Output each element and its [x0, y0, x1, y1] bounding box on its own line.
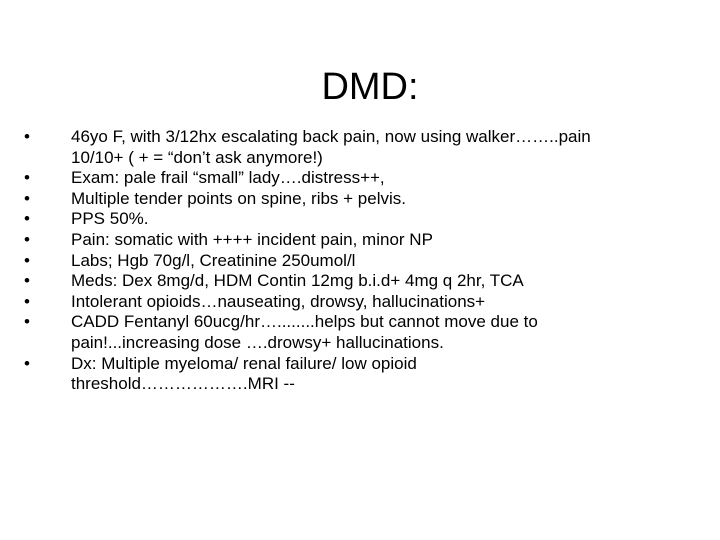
bullet-dot-icon: • [24, 291, 30, 311]
bullet-item-exam [24, 168, 704, 189]
bullet-dot-icon: • [24, 250, 30, 270]
slide-title: DMD: [321, 66, 419, 108]
bullet-text: Multiple tender points on spine, ribs + pelvis. [71, 188, 406, 208]
bullet-text: Dx: Multiple myeloma/ renal failure/ low opioid [71, 353, 417, 373]
bullet-item-pps [24, 209, 704, 230]
bullet-text: Pain: somatic with ++++ incident pain, minor NP [71, 229, 433, 249]
bullet-dot-icon: • [24, 127, 30, 146]
bullet-dot-icon: • [24, 209, 30, 229]
bullet-text: PPS 50%. [71, 209, 149, 229]
bullet-item-meds [24, 271, 704, 292]
bullet-dot-icon: • [24, 312, 30, 332]
bullet-text: Exam: pale frail “small” lady….distress++, [71, 168, 385, 188]
bullet-text: Meds: Dex 8mg/d, HDM Contin 12mg b.i.d+ 4mg q 2hr, TCA [71, 271, 524, 291]
bullet-text: Intolerant opioids…nauseating, drowsy, hallucinations+ [71, 291, 486, 311]
bullet-text-continued: 10/10+ ( + = “don’t ask anymore!) [71, 147, 323, 167]
bullet-dot-icon: • [24, 168, 30, 188]
bullet-item-history [24, 127, 704, 168]
bullet-item-labs [24, 251, 704, 272]
bullet-text-continued: threshold……………….MRI -- [71, 374, 295, 394]
bullet-dot-icon: • [24, 353, 30, 373]
bullet-text-continued: pain!...increasing dose ….drowsy+ hallucinations. [71, 332, 444, 352]
bullet-dot-icon: • [24, 229, 30, 249]
bullet-text: CADD Fentanyl 60ucg/hr…........helps but cannot move due to [71, 312, 538, 332]
bullet-item-intolerant [24, 292, 704, 313]
bullet-dot-icon: • [24, 271, 30, 291]
bullet-item-tender-points [24, 189, 704, 210]
bullet-text: 46yo F, with 3/12hx escalating back pain, now using walker……..pain [71, 127, 591, 146]
bullet-dot-icon: • [24, 188, 30, 208]
bullet-text: Labs; Hgb 70g/l, Creatinine 250umol/l [71, 250, 356, 270]
bullet-item-pain [24, 230, 704, 251]
bullet-list [24, 127, 704, 395]
bullet-item-dx [24, 354, 704, 395]
bullet-item-cadd [24, 312, 704, 353]
